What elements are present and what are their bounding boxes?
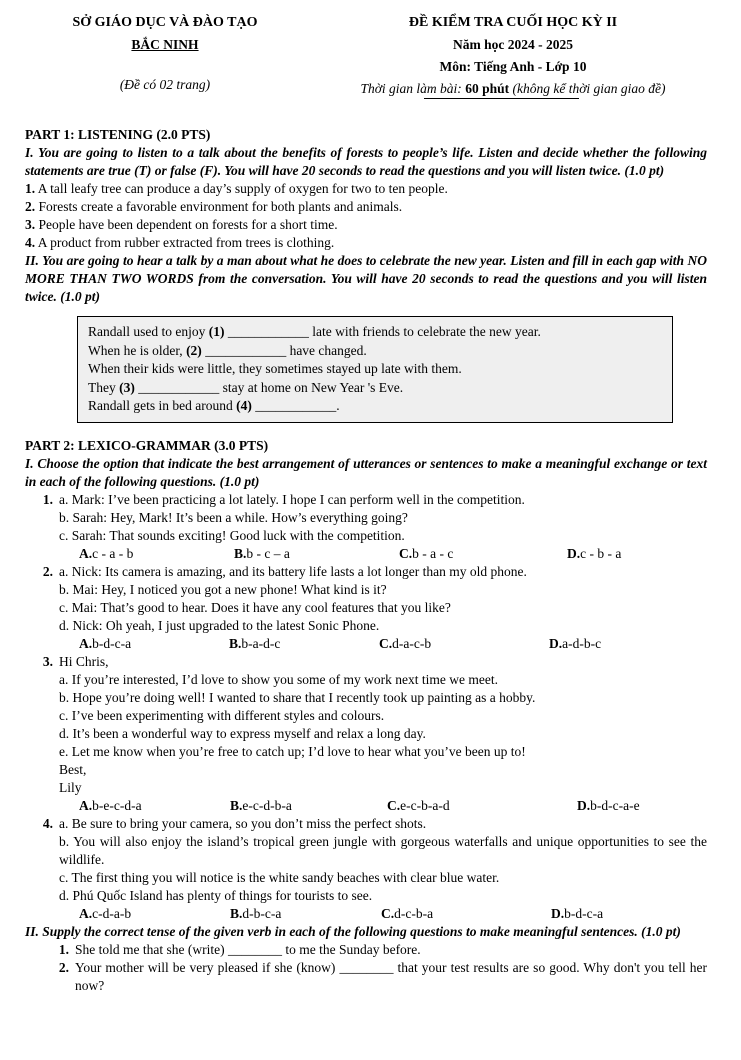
letter-signature: Lily <box>59 779 82 795</box>
header-right <box>318 14 708 98</box>
part1-sec2-instructions: II. You are going to hear a talk by a man about what he does to celebrate the new year. Listen and fill in each gap with NO MORE THAN TWO WORDS from the conversation. You will have 20 seconds to read the questions and you will listen twice. (1.0 pt) <box>25 253 707 304</box>
answer-options <box>59 545 707 563</box>
gap-line: They (3) ____________ stay at home on New Year 's Eve. <box>88 379 404 395</box>
time-prefix: Thời gian làm bài: <box>360 81 466 96</box>
letter-closing: Best, <box>59 761 87 777</box>
part1-title: PART 1: LISTENING (2.0 PTS) <box>25 127 211 142</box>
statement: 1. A tall leafy tree can produce a day’s supply of oxygen for two to ten people. <box>25 181 448 196</box>
gap-line: When their kids were little, they sometimes stayed up late with them. <box>88 361 462 376</box>
time-allowed <box>318 80 708 98</box>
exam-content <box>25 126 707 995</box>
option-a[interactable]: A.b-e-c-d-a <box>79 797 142 813</box>
option-c[interactable]: C.d-c-b-a <box>381 905 434 921</box>
option-a[interactable]: A.c - a - b <box>79 545 134 561</box>
gap-line: Randall used to enjoy (1) ____________ late with friends to celebrate the new year. <box>88 324 541 339</box>
part2-sec1-instructions: I. Choose the option that indicate the best arrangement of utterances or sentences to make a meaningful exchange or text in each of the following questions. (1.0 pt) <box>25 455 707 489</box>
department-name: SỞ GIÁO DỤC VÀ ĐÀO TẠO <box>72 15 258 30</box>
gap-fill-box <box>77 316 673 423</box>
option-c[interactable]: C.e-c-b-a-d <box>387 797 450 813</box>
statement: 4. A product from rubber extracted from trees is clothing. <box>25 235 335 250</box>
statement: 3. People have been dependent on forests for a short time. <box>25 217 338 232</box>
option-b[interactable]: B.b-a-d-c <box>229 635 281 651</box>
part2-sec2-instructions: II. Supply the correct tense of the given verb in each of the following questions to make meaningful sentences. (1.0 pt) <box>25 923 681 939</box>
tense-question: 1. She told me that she (write) ________ to me the Sunday before. <box>58 941 421 957</box>
subject: Môn: Tiếng Anh - Lớp 10 <box>439 59 587 74</box>
question-4: 4. a. Be sure to bring your camera, so you don’t miss the perfect shots. b. You will also enjoy the island’s tropical green jungle with gorgeous waterfalls and unique opportunities to see the wildlife. c. The first thing you will notice is the white sandy beaches with clear blue water. d. Phú Quốc Island has plenty of things for tourists to see. A.c-d-a-b B.d-b-c-a C.d-c-b-a D.b-d-c-a <box>42 815 707 921</box>
part1-sec1-instructions: I. You are going to listen to a talk about the benefits of forests to people’s life. Listen and decide whether the following statements are true (T) or false (F). You will have 20 seconds to read the questions and you will listen twice. (1.0 pt) <box>25 145 707 178</box>
header-divider <box>424 98 579 99</box>
statement: 2. Forests create a favorable environment for both plants and animals. <box>25 199 403 214</box>
exam-title: ĐỀ KIỂM TRA CUỐI HỌC KỲ II <box>408 15 618 30</box>
tense-question: 2. Your mother will be very pleased if she (know) ________ that your test results are so good. Why don't you tell her now? <box>58 959 707 993</box>
option-b[interactable]: B.e-c-d-b-a <box>230 797 292 813</box>
gap-line: Randall gets in bed around (4) ____________. <box>88 398 340 413</box>
option-b[interactable]: B.b - c – a <box>234 545 290 561</box>
option-b[interactable]: B.d-b-c-a <box>230 905 282 921</box>
gap-line: When he is older, (2) ____________ have changed. <box>88 342 367 358</box>
question-1: 1. a. Mark: I’ve been practicing a lot lately. I hope I can perform well in the competition. b. Sarah: Hey, Mark! It’s been a while. How’s everything going? c. Sarah: That sounds exciting! Good luck with the competition. A.c - a - b B.b - c – a C.b - a - c D.c - b - a <box>25 491 707 563</box>
option-d[interactable]: D.c - b - a <box>567 545 622 561</box>
time-suffix: (không kể thời gian giao đề) <box>509 81 666 96</box>
header-left <box>40 14 290 94</box>
school-year: Năm học 2024 - 2025 <box>453 37 573 52</box>
time-value: 60 phút <box>465 81 510 96</box>
question-2: 2. a. Nick: Its camera is amazing, and its battery life lasts a lot longer than my old phone. b. Mai: Hey, I noticed you got a new phone! What kind is it? c. Mai: That’s good to hear. Does it have any cool features that you like? d. Nick: Oh yeah, I just upgraded to the latest Sonic Phone. A.b-d-c-a B.b-a-d-c C.d-a-c-b D.a-d-b-c <box>25 563 707 653</box>
listening-statements <box>25 180 707 252</box>
question-3: 3. Hi Chris, a. If you’re interested, I’d love to show you some of my work next time we meet. b. Hope you’re doing well! I wanted to share that I recently took up painting as a hobby. c. I’ve been experimenting with different styles and colours. d. It’s been a wonderful way to express myself and relax a long day. e. Let me know when you’re free to catch up; I’d love to hear what you’ve been up to! Best, Lily A.b-e-c-d-a B.e-c-d-b-a C.e-c-b-a-d D.b-d-c-a-e <box>25 653 707 815</box>
option-c[interactable]: C.b - a - c <box>399 545 454 561</box>
province-name: BẮC NINH <box>131 37 199 52</box>
option-c[interactable]: C.d-a-c-b <box>379 635 432 651</box>
letter-greeting: Hi Chris, <box>59 653 109 669</box>
option-d[interactable]: D.a-d-b-c <box>549 635 602 651</box>
answer-options <box>59 797 707 815</box>
pages-note: (Đề có 02 trang) <box>119 77 211 92</box>
answer-options <box>59 905 707 923</box>
option-d[interactable]: D.b-d-c-a-e <box>577 797 640 813</box>
answer-options <box>59 635 707 653</box>
part2-title: PART 2: LEXICO-GRAMMAR (3.0 PTS) <box>25 437 269 453</box>
option-a[interactable]: A.c-d-a-b <box>79 905 132 921</box>
option-d[interactable]: D.b-d-c-a <box>551 905 604 921</box>
option-a[interactable]: A.b-d-c-a <box>79 635 132 651</box>
